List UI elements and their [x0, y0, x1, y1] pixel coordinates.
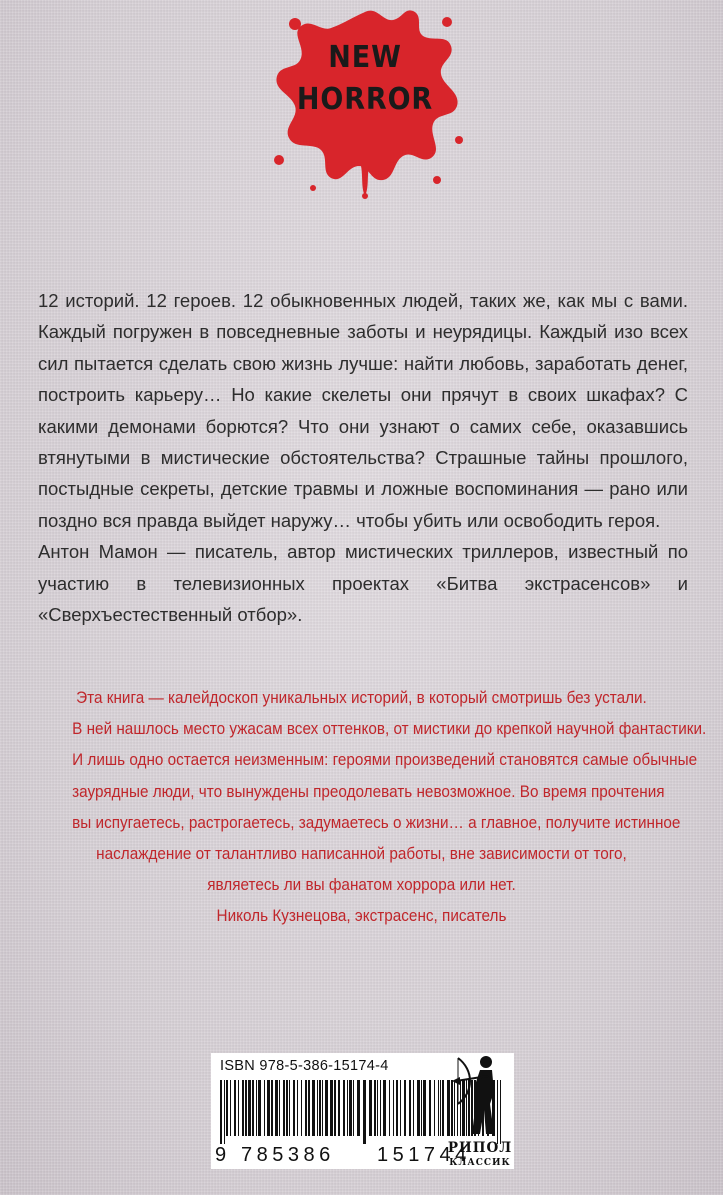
barcode-bar — [230, 1080, 231, 1136]
barcode-bar — [279, 1080, 280, 1136]
barcode-bar — [429, 1080, 431, 1136]
barcode-bar — [423, 1080, 426, 1136]
barcode-bar — [258, 1080, 261, 1136]
logo-line-new: NEW — [328, 40, 402, 75]
review-quote — [40, 682, 707, 932]
barcode-bar — [242, 1080, 244, 1136]
barcode-bar — [334, 1080, 336, 1136]
barcode-bar — [363, 1080, 366, 1144]
barcode-bar — [322, 1080, 323, 1136]
barcode-bar — [238, 1080, 239, 1136]
publisher-name: РИПОЛ — [447, 1140, 513, 1156]
barcode-bar — [343, 1080, 345, 1136]
barcode-bar — [369, 1080, 372, 1136]
new-horror-logo — [265, 0, 465, 200]
description-paragraph-1: 12 историй. 12 героев. 12 обыкновенных людей, таких же, как мы с вами. Каждый погружен в повседневные заботы и неурядицы. Каждый изо всех сил пытается сделать свою жизнь лучше: найти любовь, заработать денег, построить карьеру… Но какие скелеты они прячут в своих шкафах? С какими демонами борются? Что они узнают о самих себе, оказавшись втянутыми в мистические обстоятельства? Страшные тайны прошлого, постыдные секреты, детские травмы и ложные воспоминания — рано или поздно вся правда выйдет наружу… чтобы убить или освободить героя. — [38, 290, 688, 531]
barcode-bar — [275, 1080, 278, 1136]
barcode-bar — [245, 1080, 247, 1136]
ean-first-digit: 9 — [215, 1144, 227, 1166]
barcode-bar — [289, 1080, 290, 1136]
barcode-bar — [413, 1080, 414, 1136]
publisher-logo — [440, 1040, 520, 1190]
barcode-bar — [297, 1080, 298, 1136]
barcode-bar — [220, 1080, 222, 1144]
description-paragraph-2: Антон Мамон — писатель, автор мистических триллеров, известный по участию в телевизионных проектах «Битва экстрасенсов» и «Сверхъестественный отбор». — [38, 541, 688, 626]
barcode-bar — [400, 1080, 401, 1136]
barcode-bar — [283, 1080, 285, 1136]
barcode-bar — [421, 1080, 422, 1136]
review-attribution: Николь Кузнецова, экстрасенс, писатель — [216, 906, 507, 926]
barcode-bar — [293, 1080, 295, 1136]
publisher-subname: КЛАССИК — [449, 1158, 511, 1168]
barcode-bar — [404, 1080, 406, 1136]
review-line: заурядные люди, что вынуждены преодолевать невозможное. Во время прочтения — [72, 781, 665, 801]
barcode-bar — [409, 1080, 411, 1136]
barcode-bar — [396, 1080, 398, 1136]
barcode-bar — [353, 1080, 354, 1136]
review-line: вы испугаетесь, растрогаетесь, задумаетесь о жизни… а главное, получите истинное — [72, 812, 681, 832]
barcode-bar — [377, 1080, 378, 1136]
barcode-bar — [256, 1080, 257, 1136]
review-line: В ней нашлось место ужасам всех оттенков, от мистики до крепкой научной фантастики. — [72, 719, 707, 739]
barcode-bar — [267, 1080, 270, 1136]
barcode-bar — [305, 1080, 307, 1136]
review-line: Эта книга — калейдоскоп уникальных историй, в который смотришь без устали. — [76, 688, 647, 707]
barcode-bar — [252, 1080, 254, 1136]
barcode-bar — [317, 1080, 318, 1136]
archer-icon — [448, 1052, 512, 1138]
barcode-bar — [383, 1080, 386, 1136]
barcode-bar — [389, 1080, 390, 1136]
barcode-bar — [393, 1080, 394, 1136]
review-line: являетесь ли вы фанатом хоррора или нет. — [207, 875, 516, 895]
review-line: И лишь одно остается неизменным: героями произведений становятся самые обычные — [72, 750, 698, 770]
book-description — [38, 285, 688, 630]
barcode-bar — [271, 1080, 273, 1136]
barcode-bar — [224, 1080, 225, 1144]
barcode-bar — [234, 1080, 236, 1136]
barcode-bar — [248, 1080, 251, 1136]
barcode-bar — [380, 1080, 381, 1136]
barcode-bar — [308, 1080, 310, 1136]
barcode-bar — [417, 1080, 420, 1136]
isbn-text: ISBN 978-5-386-15174-4 — [220, 1058, 389, 1074]
barcode-bar — [325, 1080, 328, 1136]
barcode-bar — [349, 1080, 352, 1136]
logo-line-horror: HORROR — [296, 82, 434, 117]
barcode-bar — [374, 1080, 376, 1136]
barcode-bar — [319, 1080, 321, 1136]
barcode-bar — [312, 1080, 315, 1136]
barcode-bar — [338, 1080, 340, 1136]
barcode-bar — [347, 1080, 348, 1136]
barcode-bar — [357, 1080, 360, 1136]
barcode-bar — [434, 1080, 435, 1136]
barcode-bar — [226, 1080, 228, 1136]
ean-right-group: 151744 — [377, 1144, 471, 1166]
barcode-bar — [330, 1080, 333, 1136]
ean-left-group: 785386 — [241, 1144, 335, 1166]
barcode-bar — [264, 1080, 265, 1136]
review-line: наслаждение от талантливо написанной работы, вне зависимости от того, — [96, 844, 627, 864]
barcode-bar — [438, 1080, 439, 1136]
barcode-bar — [301, 1080, 302, 1136]
barcode-bar — [286, 1080, 288, 1136]
